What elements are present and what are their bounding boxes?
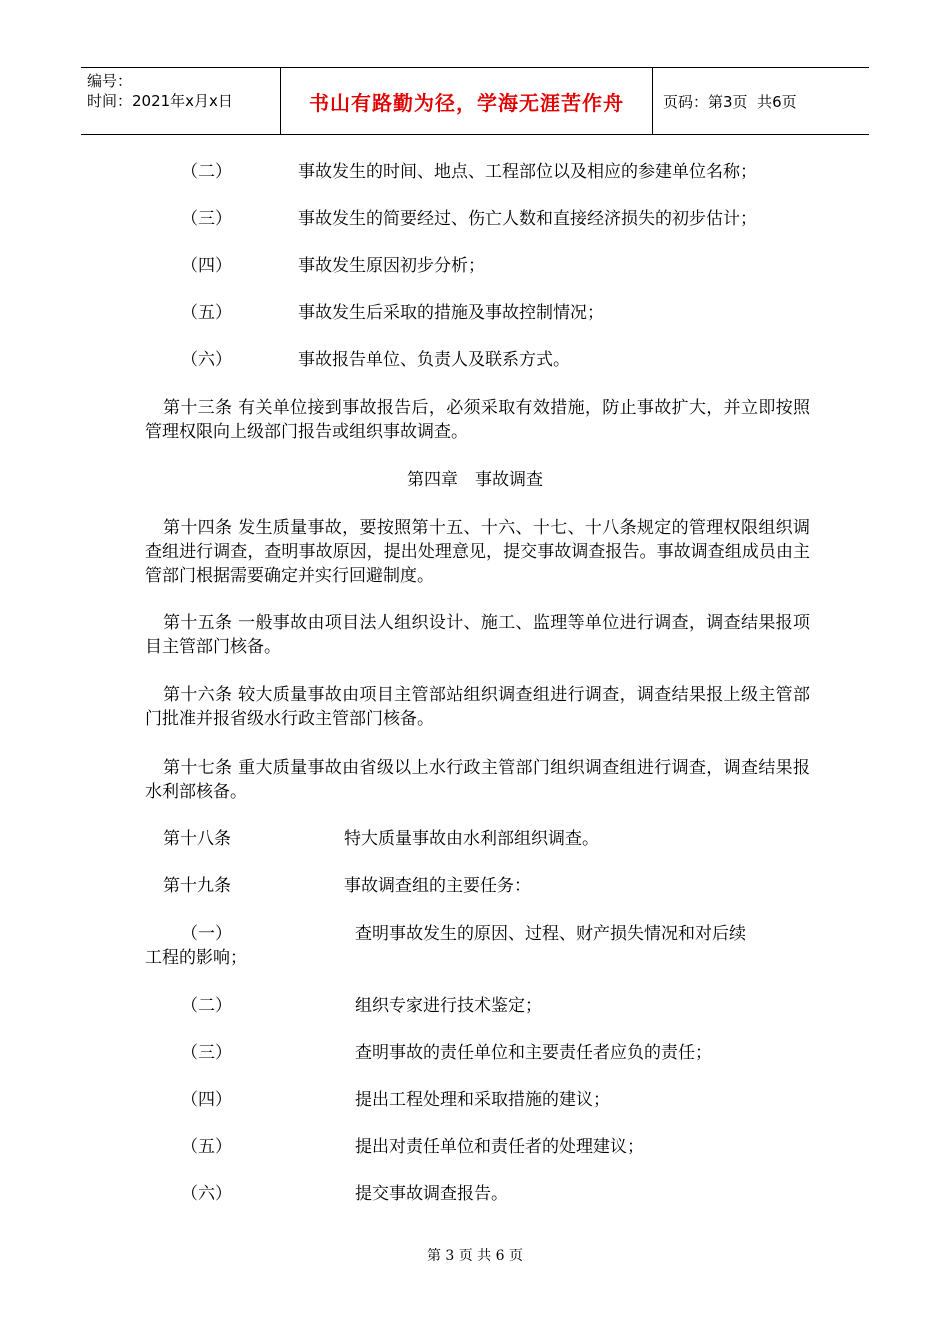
task-number: （二） [181,996,232,1016]
item-number: （六） [181,350,232,370]
task-text: 查明事故的责任单位和主要责任者应负的责任； [355,1043,712,1063]
article-13: 第十三条 有关单位接到事故报告后，必须采取有效措施，防止事故扩大，并立即按照管理权限向上级部门报告或组织事故调查。 [145,398,810,442]
article-18-number: 第十八条 [163,829,231,849]
item-text: 事故报告单位、负责人及联系方式。 [298,350,570,370]
serial-label: 编号： [87,72,133,90]
item-number: （二） [181,162,232,182]
task-text: 组织专家进行技术鉴定； [355,996,542,1016]
date-label: 时间：2021年x月x日 [87,92,233,110]
task-text: 提出对责任单位和责任者的处理建议； [355,1137,644,1157]
task-text: 查明事故发生的原因、过程、财产损失情况和对后续 [355,924,746,944]
item-number: （三） [181,209,232,229]
item-number: （四） [181,256,232,276]
article-16: 第十六条 较大质量事故由项目主管部站组织调查组进行调查，调查结果报上级主管部门批准并报省级水行政主管部门核备。 [145,685,810,729]
item-number: （五） [181,303,232,323]
page-footer: 第 3 页 共 6 页 [426,1248,524,1264]
article-19-number: 第十九条 [163,876,231,896]
item-text: 事故发生的简要经过、伤亡人数和直接经济损失的初步估计； [298,209,757,229]
task-text: 提出工程处理和采取措施的建议； [355,1090,610,1110]
article-17: 第十七条 重大质量事故由省级以上水行政主管部门组织调查组进行调查，调查结果报水利部核备。 [145,758,810,802]
header-motto: 书山有路勤为径，学海无涯苦作舟 [281,68,653,134]
page-info-text: 页码：第3页 共6页 [663,92,797,111]
task-number: （四） [181,1090,232,1110]
task-number: （六） [181,1184,232,1204]
task-number: （五） [181,1137,232,1157]
header-meta [81,68,281,134]
task-text-continued: 工程的影响； [145,948,247,968]
article-19-text: 事故调查组的主要任务： [344,876,531,896]
page-header [81,67,869,135]
article-14: 第十四条 发生质量事故，要按照第十五、十六、十七、十八条规定的管理权限组织调查组进行调查，查明事故原因，提出处理意见，提交事故调查报告。事故调查组成员由主管部门根据需要确定并实行回避制度。 [145,518,810,586]
article-15: 第十五条 一般事故由项目法人组织设计、施工、监理等单位进行调查，调查结果报项目主管部门核备。 [145,613,810,657]
item-text: 事故发生原因初步分析； [298,256,485,276]
chapter-heading: 第四章 事故调查 [407,470,543,490]
header-page-info [653,68,869,134]
task-number: （三） [181,1043,232,1063]
item-text: 事故发生的时间、地点、工程部位以及相应的参建单位名称； [298,162,757,182]
task-text: 提交事故调查报告。 [355,1184,508,1204]
article-18-text: 特大质量事故由水利部组织调查。 [344,829,599,849]
task-number: （一） [181,924,232,944]
item-text: 事故发生后采取的措施及事故控制情况； [298,303,604,323]
